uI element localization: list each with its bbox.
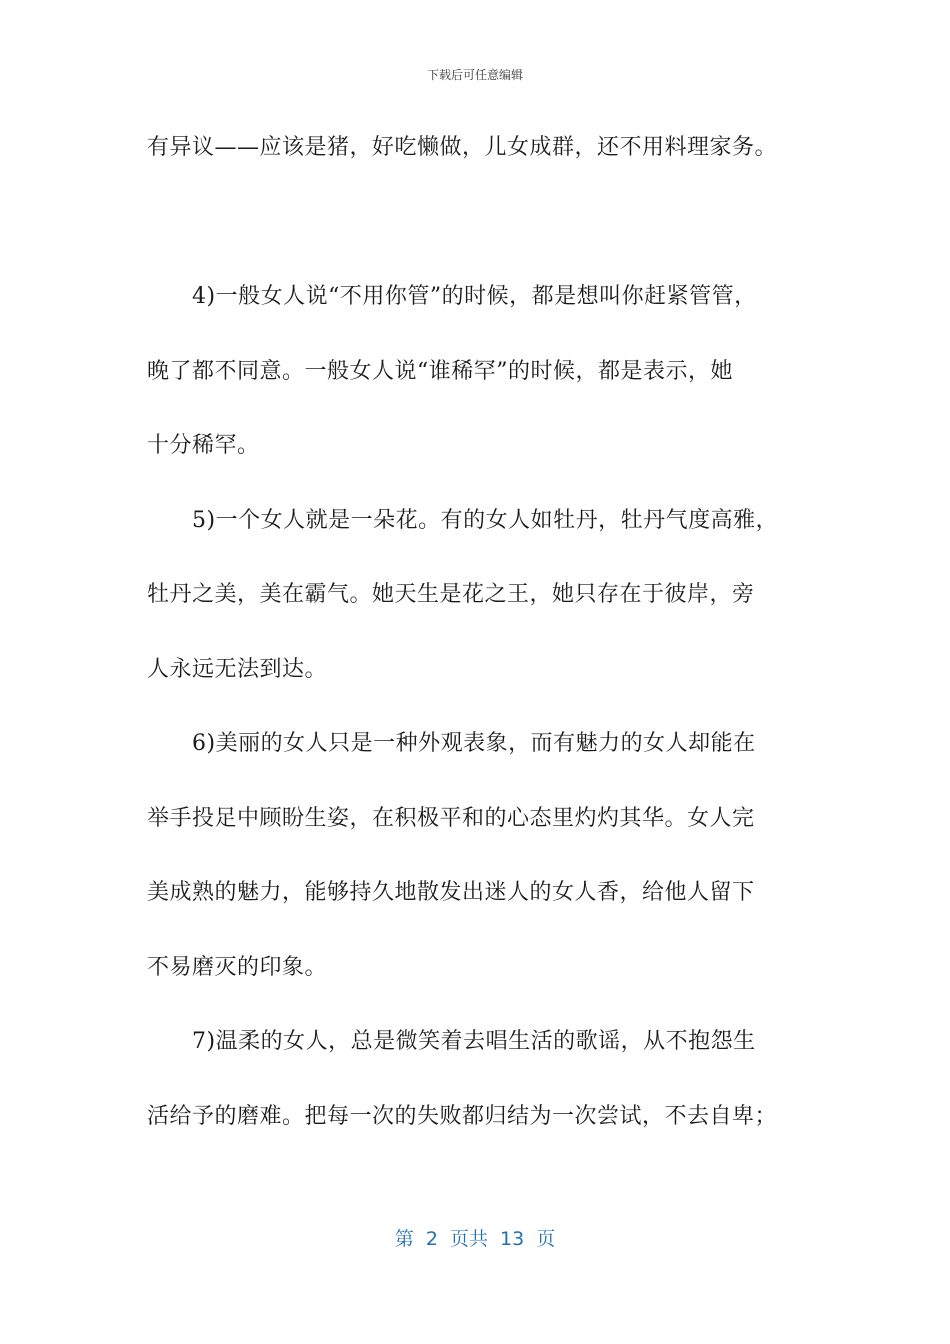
text-line: 不易磨灭的印象。 bbox=[147, 954, 328, 980]
text-line: 活给予的磨难。把每一次的失败都归结为一次尝试，不去自卑； bbox=[147, 1103, 778, 1129]
text-line: 5)一个女人就是一朵花。有的女人如牡丹，牡丹气度高雅， bbox=[147, 507, 779, 533]
text-line: 有异议——应该是猪，好吃懒做，儿女成群，还不用料理家务。 bbox=[147, 135, 778, 160]
text-line: 6)美丽的女人只是一种外观表象，而有魅力的女人却能在 bbox=[147, 731, 756, 756]
body-text bbox=[147, 126, 807, 1169]
text-line: 美成熟的魅力，能够持久地散发出迷人的女人香，给他人留下 bbox=[147, 880, 755, 905]
text-line: 人永远无法到达。 bbox=[147, 656, 328, 682]
text-line: 十分稀罕。 bbox=[147, 433, 260, 458]
text-line: 7)温柔的女人，总是微笑着去唱生活的歌谣，从不抱怨生 bbox=[147, 1029, 756, 1054]
text-line: 牡丹之美，美在霸气。她天生是花之王，她只存在于彼岸，旁 bbox=[147, 582, 755, 607]
page-header: 下载后可任意编辑 bbox=[426, 68, 523, 82]
paragraph-gap bbox=[147, 201, 807, 276]
page-footer: 第 2 页共 13 页 bbox=[394, 1228, 556, 1250]
text-line: 晚了都不同意。一般女人说“谁稀罕”的时候，都是表示，她 bbox=[147, 358, 733, 384]
text-line: 举手投足中顾盼生姿，在积极平和的心态里灼灼其华。女人完 bbox=[147, 805, 755, 831]
text-line: 4)一般女人说“不用你管”的时候，都是想叫你赶紧管管， bbox=[147, 284, 757, 309]
